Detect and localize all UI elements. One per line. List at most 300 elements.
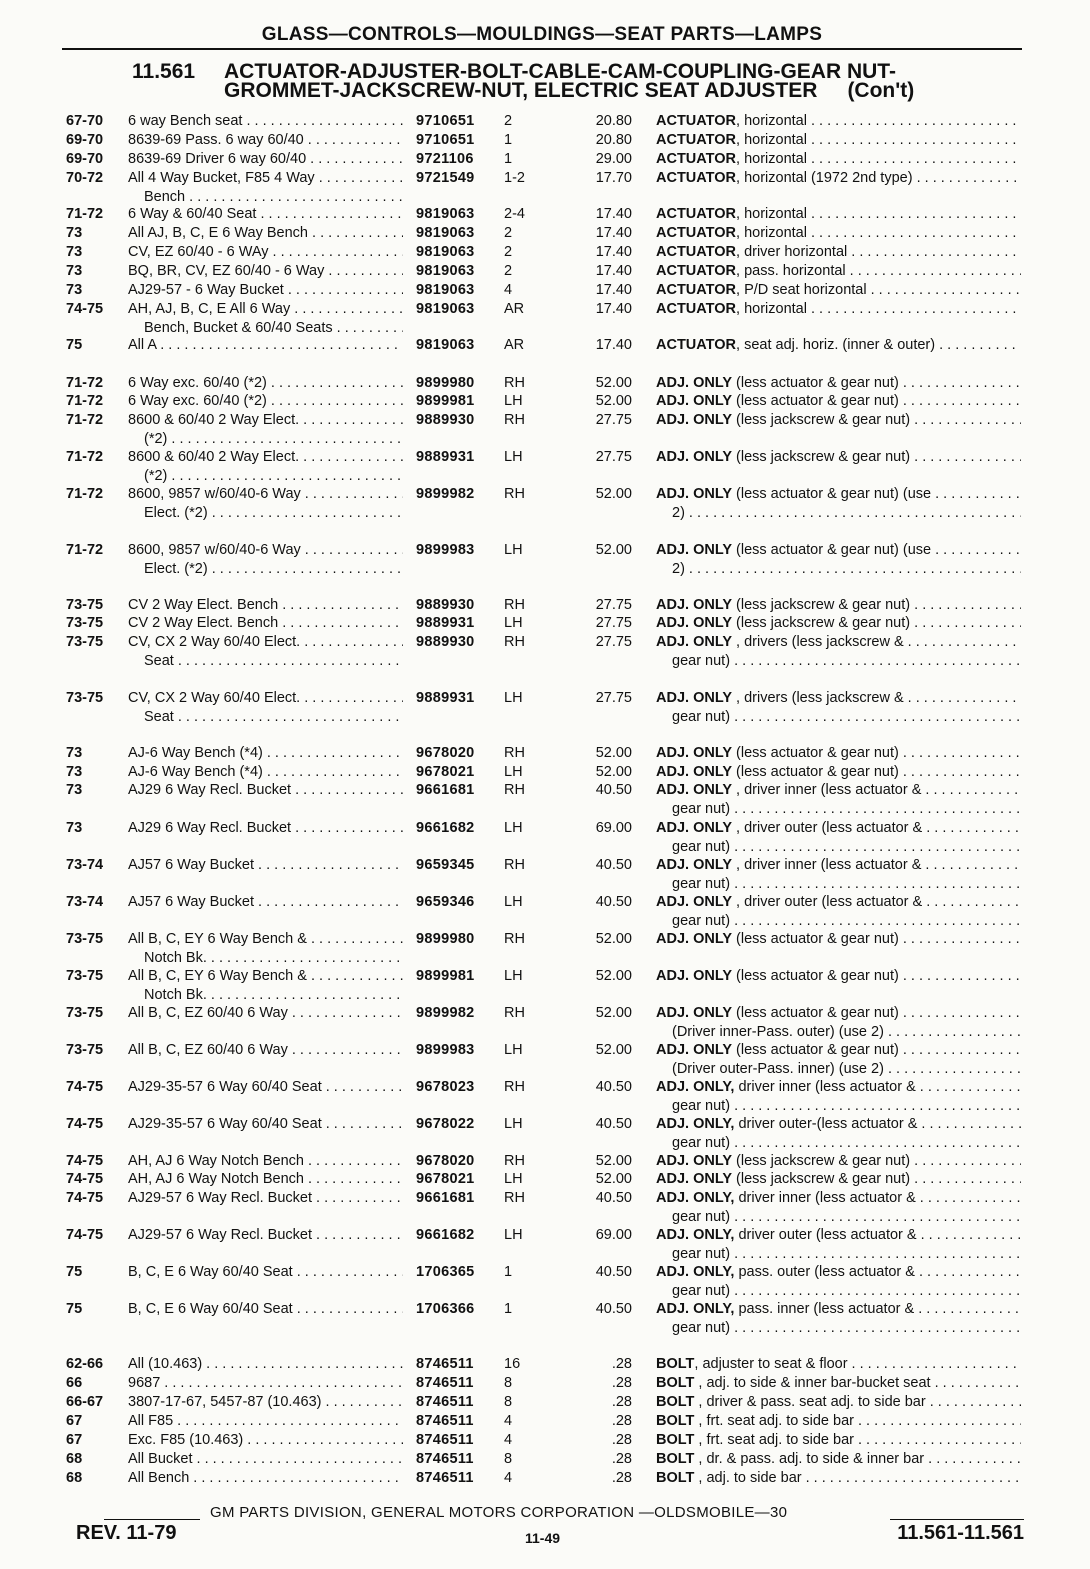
part-number: 9899983 (416, 1042, 475, 1058)
description-line (656, 763, 1021, 782)
description (656, 1189, 1021, 1226)
price: 52.00 (595, 764, 632, 780)
description-text: , driver & pass. seat adj. to side bar (694, 1394, 926, 1410)
quantity: AR (504, 337, 525, 353)
quantity: 1 (504, 1301, 513, 1317)
description-line (656, 541, 1021, 560)
part-name: ADJ. ONLY, (656, 1190, 735, 1206)
part-number: 9889931 (416, 449, 475, 465)
application (128, 819, 403, 838)
application-line: AJ29-57 6 Way Recl. Bucket . . . (128, 1189, 403, 1208)
description-text: , P/D seat horizontal (736, 282, 867, 298)
quantity: LH (504, 393, 523, 409)
part-name: ADJ. ONLY, (656, 1079, 735, 1095)
description (656, 856, 1021, 893)
price: .28 (611, 1470, 632, 1486)
description-text: , horizontal (736, 225, 807, 241)
price: 40.50 (595, 857, 632, 873)
part-name: ACTUATOR (656, 337, 737, 353)
description-text: (less jackscrew & gear nut) (732, 1171, 911, 1187)
price: .28 (611, 1451, 632, 1467)
description-text: gear nut) (672, 912, 731, 929)
description-text: , horizontal (736, 151, 807, 167)
part-number: 9819063 (416, 244, 475, 260)
description-text: (less actuator & gear nut) (use (732, 542, 932, 558)
quantity: LH (504, 820, 523, 836)
price: 52.00 (595, 375, 632, 391)
application-line: 3807-17-67, 5457-87 (10.463) . . . (128, 1393, 403, 1412)
description (656, 689, 1021, 726)
application (128, 930, 403, 967)
section-title (132, 62, 1032, 100)
part-number: 8746511 (416, 1375, 474, 1391)
section-number: 11.561 (132, 60, 196, 83)
model-years: 74-75 (66, 301, 104, 317)
application (128, 1115, 403, 1134)
description-text: , horizontal (736, 132, 807, 148)
application-line: All Bench . . . (128, 1469, 403, 1488)
quantity: LH (504, 968, 523, 984)
description-text: driver outer (less actuator & (734, 1227, 917, 1243)
description (656, 205, 1021, 224)
model-years: 73 (66, 820, 83, 836)
model-years: 74-75 (66, 1171, 104, 1187)
quantity: 8 (504, 1375, 513, 1391)
description-line (656, 819, 1021, 838)
description (656, 633, 1021, 670)
model-years: 71-72 (66, 393, 104, 409)
application-line: (*2) . . . (128, 467, 403, 486)
price: 52.00 (595, 1153, 632, 1169)
description-text: , driver horizontal (736, 244, 848, 260)
description (656, 131, 1021, 150)
model-years: 70-72 (66, 170, 104, 186)
description-text: , driver outer (less actuator & (732, 820, 923, 836)
part-name: ACTUATOR (656, 206, 737, 222)
description (656, 1152, 1021, 1171)
part-number: 9889931 (416, 615, 475, 631)
part-number: 9661682 (416, 820, 475, 836)
part-number: 9721549 (416, 170, 475, 186)
description-line (656, 150, 1021, 169)
part-number: 8746511 (416, 1470, 474, 1486)
description (656, 300, 1021, 319)
part-name: ADJ. ONLY (656, 486, 733, 502)
application-line: 8639-69 Pass. 6 way 60/40 . . . (128, 131, 403, 150)
description (656, 614, 1021, 633)
part-number: 9721106 (416, 151, 474, 167)
application-line: Exc. F85 (10.463) . . . (128, 1431, 403, 1450)
part-number: 9889930 (416, 634, 475, 650)
application-line: CV, EZ 60/40 - 6 WAy . . . (128, 243, 403, 262)
part-number: 9678020 (416, 745, 475, 761)
application (128, 1170, 403, 1189)
application (128, 150, 403, 169)
application-line: CV 2 Way Elect. Bench . . . (128, 614, 403, 633)
description-text: gear nut) (672, 1208, 731, 1225)
application (128, 1450, 403, 1469)
model-years: 73 (66, 782, 83, 798)
model-years: 66-67 (66, 1394, 104, 1410)
part-name: BOLT (656, 1470, 695, 1486)
part-number: 1706366 (416, 1301, 475, 1317)
part-number: 9678021 (416, 1171, 475, 1187)
description (656, 541, 1021, 578)
description-line (656, 504, 1021, 523)
model-years: 67 (66, 1413, 83, 1429)
application (128, 856, 403, 875)
part-name: ADJ. ONLY, (656, 1301, 735, 1317)
part-number: 8746511 (416, 1451, 474, 1467)
description-text: gear nut) (672, 1319, 731, 1336)
model-years: 74-75 (66, 1079, 104, 1095)
model-years: 71-72 (66, 486, 104, 502)
description (656, 169, 1021, 188)
application-line: AJ29-57 6 Way Recl. Bucket . . . (128, 1226, 403, 1245)
description-line (656, 300, 1021, 319)
part-name: ADJ. ONLY (656, 542, 733, 558)
application-line: Bench . . . (128, 188, 403, 207)
description-line (656, 930, 1021, 949)
part-name: ACTUATOR (656, 263, 737, 279)
part-number: 8746511 (416, 1413, 474, 1429)
model-years: 73-74 (66, 857, 104, 873)
part-number: 9889930 (416, 597, 475, 613)
description-text: driver inner (less actuator & (734, 1079, 916, 1095)
quantity: RH (504, 1153, 525, 1169)
price: 40.50 (595, 782, 632, 798)
quantity: 1-2 (504, 170, 525, 186)
part-number: 9678022 (416, 1116, 475, 1132)
application (128, 300, 403, 337)
application (128, 1078, 403, 1097)
application (128, 1412, 403, 1431)
description (656, 448, 1021, 467)
description (656, 392, 1021, 411)
part-name: ADJ. ONLY (656, 393, 733, 409)
part-name: ADJ. ONLY (656, 931, 733, 947)
application-line: B, C, E 6 Way 60/40 Seat . . . (128, 1263, 403, 1282)
part-name: BOLT (656, 1413, 695, 1429)
part-name: ADJ. ONLY (656, 1171, 733, 1187)
price: 17.40 (595, 301, 632, 317)
description-text: gear nut) (672, 1097, 731, 1114)
description-line (656, 1060, 1021, 1079)
part-name: ADJ. ONLY (656, 857, 733, 873)
application-line: All B, C, EY 6 Way Bench & . . . (128, 930, 403, 949)
description-text: (less actuator & gear nut) (732, 745, 899, 761)
model-years: 62-66 (66, 1356, 104, 1372)
application-line: All 4 Way Bucket, F85 4 Way . . . (128, 169, 403, 188)
description-text: 2) (672, 504, 685, 521)
quantity: 1 (504, 132, 513, 148)
application (128, 169, 403, 206)
description (656, 281, 1021, 300)
description (656, 1115, 1021, 1152)
description-line (656, 1078, 1021, 1097)
quantity: 4 (504, 282, 513, 298)
quantity: 1 (504, 151, 513, 167)
part-number: 9661682 (416, 1227, 475, 1243)
part-number: 9899982 (416, 1005, 475, 1021)
price: 20.80 (595, 113, 632, 129)
model-years: 75 (66, 337, 83, 353)
description-line (656, 838, 1021, 857)
quantity: LH (504, 1116, 523, 1132)
description (656, 1469, 1021, 1488)
footer-publisher: GM PARTS DIVISION, GENERAL MOTORS CORPORATION —OLDSMOBILE—30 (210, 1504, 788, 1521)
application (128, 243, 403, 262)
quantity: LH (504, 449, 523, 465)
application-line: 6 Way exc. 60/40 (*2) . . . (128, 374, 403, 393)
application (128, 1041, 403, 1060)
description-text: , adj. to side bar (694, 1470, 802, 1486)
price: 52.00 (595, 968, 632, 984)
description-text: , adj. to side & inner bar-bucket seat (694, 1375, 931, 1391)
model-years: 73-75 (66, 1005, 104, 1021)
application (128, 1152, 403, 1171)
application-line: AJ57 6 Way Bucket . . . (128, 893, 403, 912)
description-line (656, 374, 1021, 393)
description-text: (less actuator & gear nut) (use (732, 486, 932, 502)
application-line: Seat . . . (128, 652, 403, 671)
part-number: 8746511 (416, 1356, 474, 1372)
quantity: 2 (504, 113, 513, 129)
quantity: 4 (504, 1470, 513, 1486)
description-text: (Driver outer-Pass. inner) (use 2) (672, 1060, 884, 1077)
description-line (656, 1355, 1021, 1374)
application-line: AJ29 6 Way Recl. Bucket . . . (128, 819, 403, 838)
price: 27.75 (595, 690, 632, 706)
application-line: CV 2 Way Elect. Bench . . . (128, 596, 403, 615)
description (656, 112, 1021, 131)
application (128, 596, 403, 615)
application-line: AJ29-57 - 6 Way Bucket . . . (128, 281, 403, 300)
description-text: (less jackscrew & gear nut) (732, 597, 911, 613)
description-text: gear nut) (672, 1134, 731, 1151)
part-number: 1706365 (416, 1264, 475, 1280)
quantity: LH (504, 542, 523, 558)
part-name: ACTUATOR (656, 301, 737, 317)
quantity: 2 (504, 263, 513, 279)
part-number: 9819063 (416, 301, 475, 317)
quantity: 4 (504, 1432, 513, 1448)
description (656, 744, 1021, 763)
part-number: 9819063 (416, 282, 475, 298)
price: 52.00 (595, 745, 632, 761)
application-line: 8639-69 Driver 6 way 60/40 . . . (128, 150, 403, 169)
model-years: 71-72 (66, 449, 104, 465)
price: 17.40 (595, 206, 632, 222)
description-text: , dr. & pass. adj. to side & inner bar (694, 1451, 925, 1467)
application-line: 8600, 9857 w/60/40-6 Way . . . (128, 541, 403, 560)
application-line: 6 way Bench seat . . . (128, 112, 403, 131)
part-name: ACTUATOR (656, 225, 737, 241)
description-text: (less actuator & gear nut) (732, 1005, 899, 1021)
application (128, 633, 403, 670)
part-number: 9710651 (416, 132, 475, 148)
model-years: 73 (66, 244, 83, 260)
part-name: ADJ. ONLY (656, 1153, 733, 1169)
application (128, 112, 403, 131)
quantity: LH (504, 1171, 523, 1187)
price: 27.75 (595, 412, 632, 428)
part-number: 8746511 (416, 1394, 474, 1410)
part-name: ACTUATOR (656, 282, 737, 298)
description-text: gear nut) (672, 800, 731, 817)
application (128, 131, 403, 150)
description-line (656, 800, 1021, 819)
model-years: 71-72 (66, 375, 104, 391)
model-years: 73-75 (66, 1042, 104, 1058)
part-number: 9661681 (416, 1190, 475, 1206)
description (656, 336, 1021, 355)
description-line (656, 633, 1021, 652)
description-text: (less actuator & gear nut) (732, 393, 899, 409)
model-years: 69-70 (66, 132, 104, 148)
model-years: 73-75 (66, 634, 104, 650)
application (128, 205, 403, 224)
description-text: , seat adj. horiz. (inner & outer) (736, 337, 936, 353)
part-number: 9899981 (416, 393, 475, 409)
part-number: 9819063 (416, 337, 475, 353)
application (128, 1189, 403, 1208)
price: 27.75 (595, 597, 632, 613)
part-number: 9661681 (416, 782, 475, 798)
model-years: 75 (66, 1264, 83, 1280)
description-line (656, 1374, 1021, 1393)
description-text: , adjuster to seat & floor (694, 1356, 848, 1372)
application (128, 1226, 403, 1245)
quantity: RH (504, 857, 525, 873)
quantity: RH (504, 1079, 525, 1095)
part-number: 9899980 (416, 931, 475, 947)
application (128, 689, 403, 726)
description (656, 1431, 1021, 1450)
quantity: 2 (504, 225, 513, 241)
quantity: RH (504, 931, 525, 947)
description-text: , driver inner (less actuator & (732, 782, 922, 798)
description-text: (less jackscrew & gear nut) (732, 449, 911, 465)
description-line (656, 336, 1021, 355)
model-years: 75 (66, 1301, 83, 1317)
price: .28 (611, 1413, 632, 1429)
description (656, 1078, 1021, 1115)
application-line: AJ29-35-57 6 Way 60/40 Seat . . . (128, 1115, 403, 1134)
description-line (656, 1319, 1021, 1338)
application-line: All B, C, EZ 60/40 6 Way . . . (128, 1004, 403, 1023)
application (128, 893, 403, 912)
price: 52.00 (595, 1042, 632, 1058)
description-line (656, 411, 1021, 430)
description (656, 930, 1021, 949)
model-years: 66 (66, 1375, 83, 1391)
quantity: RH (504, 412, 525, 428)
model-years: 69-70 (66, 151, 104, 167)
description-text: , frt. seat adj. to side bar (694, 1413, 854, 1429)
part-name: ADJ. ONLY (656, 375, 733, 391)
model-years: 71-72 (66, 206, 104, 222)
description (656, 485, 1021, 522)
model-years: 73 (66, 764, 83, 780)
price: 17.40 (595, 337, 632, 353)
price: 52.00 (595, 1005, 632, 1021)
part-name: ADJ. ONLY (656, 1042, 733, 1058)
part-number: 9659345 (416, 857, 475, 873)
description-line (656, 1134, 1021, 1153)
application-line: 8600 & 60/40 2 Way Elect. . . . (128, 411, 403, 430)
application-line: AJ29 6 Way Recl. Bucket . . . (128, 781, 403, 800)
description (656, 1412, 1021, 1431)
section-title-line2: GROMMET-JACKSCREW-NUT, ELECTRIC SEAT ADJUSTER (224, 79, 818, 102)
description-line (656, 893, 1021, 912)
application (128, 781, 403, 800)
description (656, 411, 1021, 430)
quantity: 1 (504, 1264, 513, 1280)
description (656, 596, 1021, 615)
part-name: ADJ. ONLY (656, 597, 733, 613)
part-name: ADJ. ONLY (656, 764, 733, 780)
part-name: BOLT (656, 1432, 695, 1448)
application-line: Bench, Bucket & 60/40 Seats . . . (128, 319, 403, 338)
model-years: 73 (66, 225, 83, 241)
description-text: pass. outer (less actuator & (734, 1264, 915, 1280)
part-name: ADJ. ONLY (656, 1005, 733, 1021)
description (656, 819, 1021, 856)
part-number: 9889931 (416, 690, 475, 706)
description-line (656, 392, 1021, 411)
continued-label: (Con't) (847, 79, 915, 102)
description-line (656, 744, 1021, 763)
price: .28 (611, 1356, 632, 1372)
description-line (656, 485, 1021, 504)
application-line: 6 Way & 60/40 Seat . . . (128, 205, 403, 224)
model-years: 73-75 (66, 931, 104, 947)
description-text: (less actuator & gear nut) (732, 375, 899, 391)
description-text: driver inner (less actuator & (734, 1190, 916, 1206)
description-line (656, 1041, 1021, 1060)
price: 52.00 (595, 393, 632, 409)
part-number: 9678020 (416, 1153, 475, 1169)
description-text: (less jackscrew & gear nut) (732, 412, 911, 428)
description-text: gear nut) (672, 652, 731, 669)
model-years: 74-75 (66, 1190, 104, 1206)
model-years: 73-75 (66, 597, 104, 613)
description-line (656, 262, 1021, 281)
description-text: (less actuator & gear nut) (732, 764, 899, 780)
application-line: Elect. (*2) . . . (128, 504, 403, 523)
part-number: 9899981 (416, 968, 475, 984)
description-text: , frt. seat adj. to side bar (694, 1432, 854, 1448)
description-line (656, 205, 1021, 224)
application-line: BQ, BR, CV, EZ 60/40 - 6 Way . . . (128, 262, 403, 281)
quantity: LH (504, 764, 523, 780)
description (656, 763, 1021, 782)
description-text: , drivers (less jackscrew & (732, 634, 904, 650)
description-line (656, 967, 1021, 986)
model-years: 73-75 (66, 615, 104, 631)
price: 69.00 (595, 820, 632, 836)
application-line: All B, C, EY 6 Way Bench & . . . (128, 967, 403, 986)
model-years: 73 (66, 282, 83, 298)
application (128, 1263, 403, 1282)
description-line (656, 781, 1021, 800)
description-line (656, 281, 1021, 300)
description-line (656, 1004, 1021, 1023)
description-text: pass. inner (less actuator & (734, 1301, 915, 1317)
page-number: 11-49 (525, 1530, 561, 1546)
description-line (656, 131, 1021, 150)
